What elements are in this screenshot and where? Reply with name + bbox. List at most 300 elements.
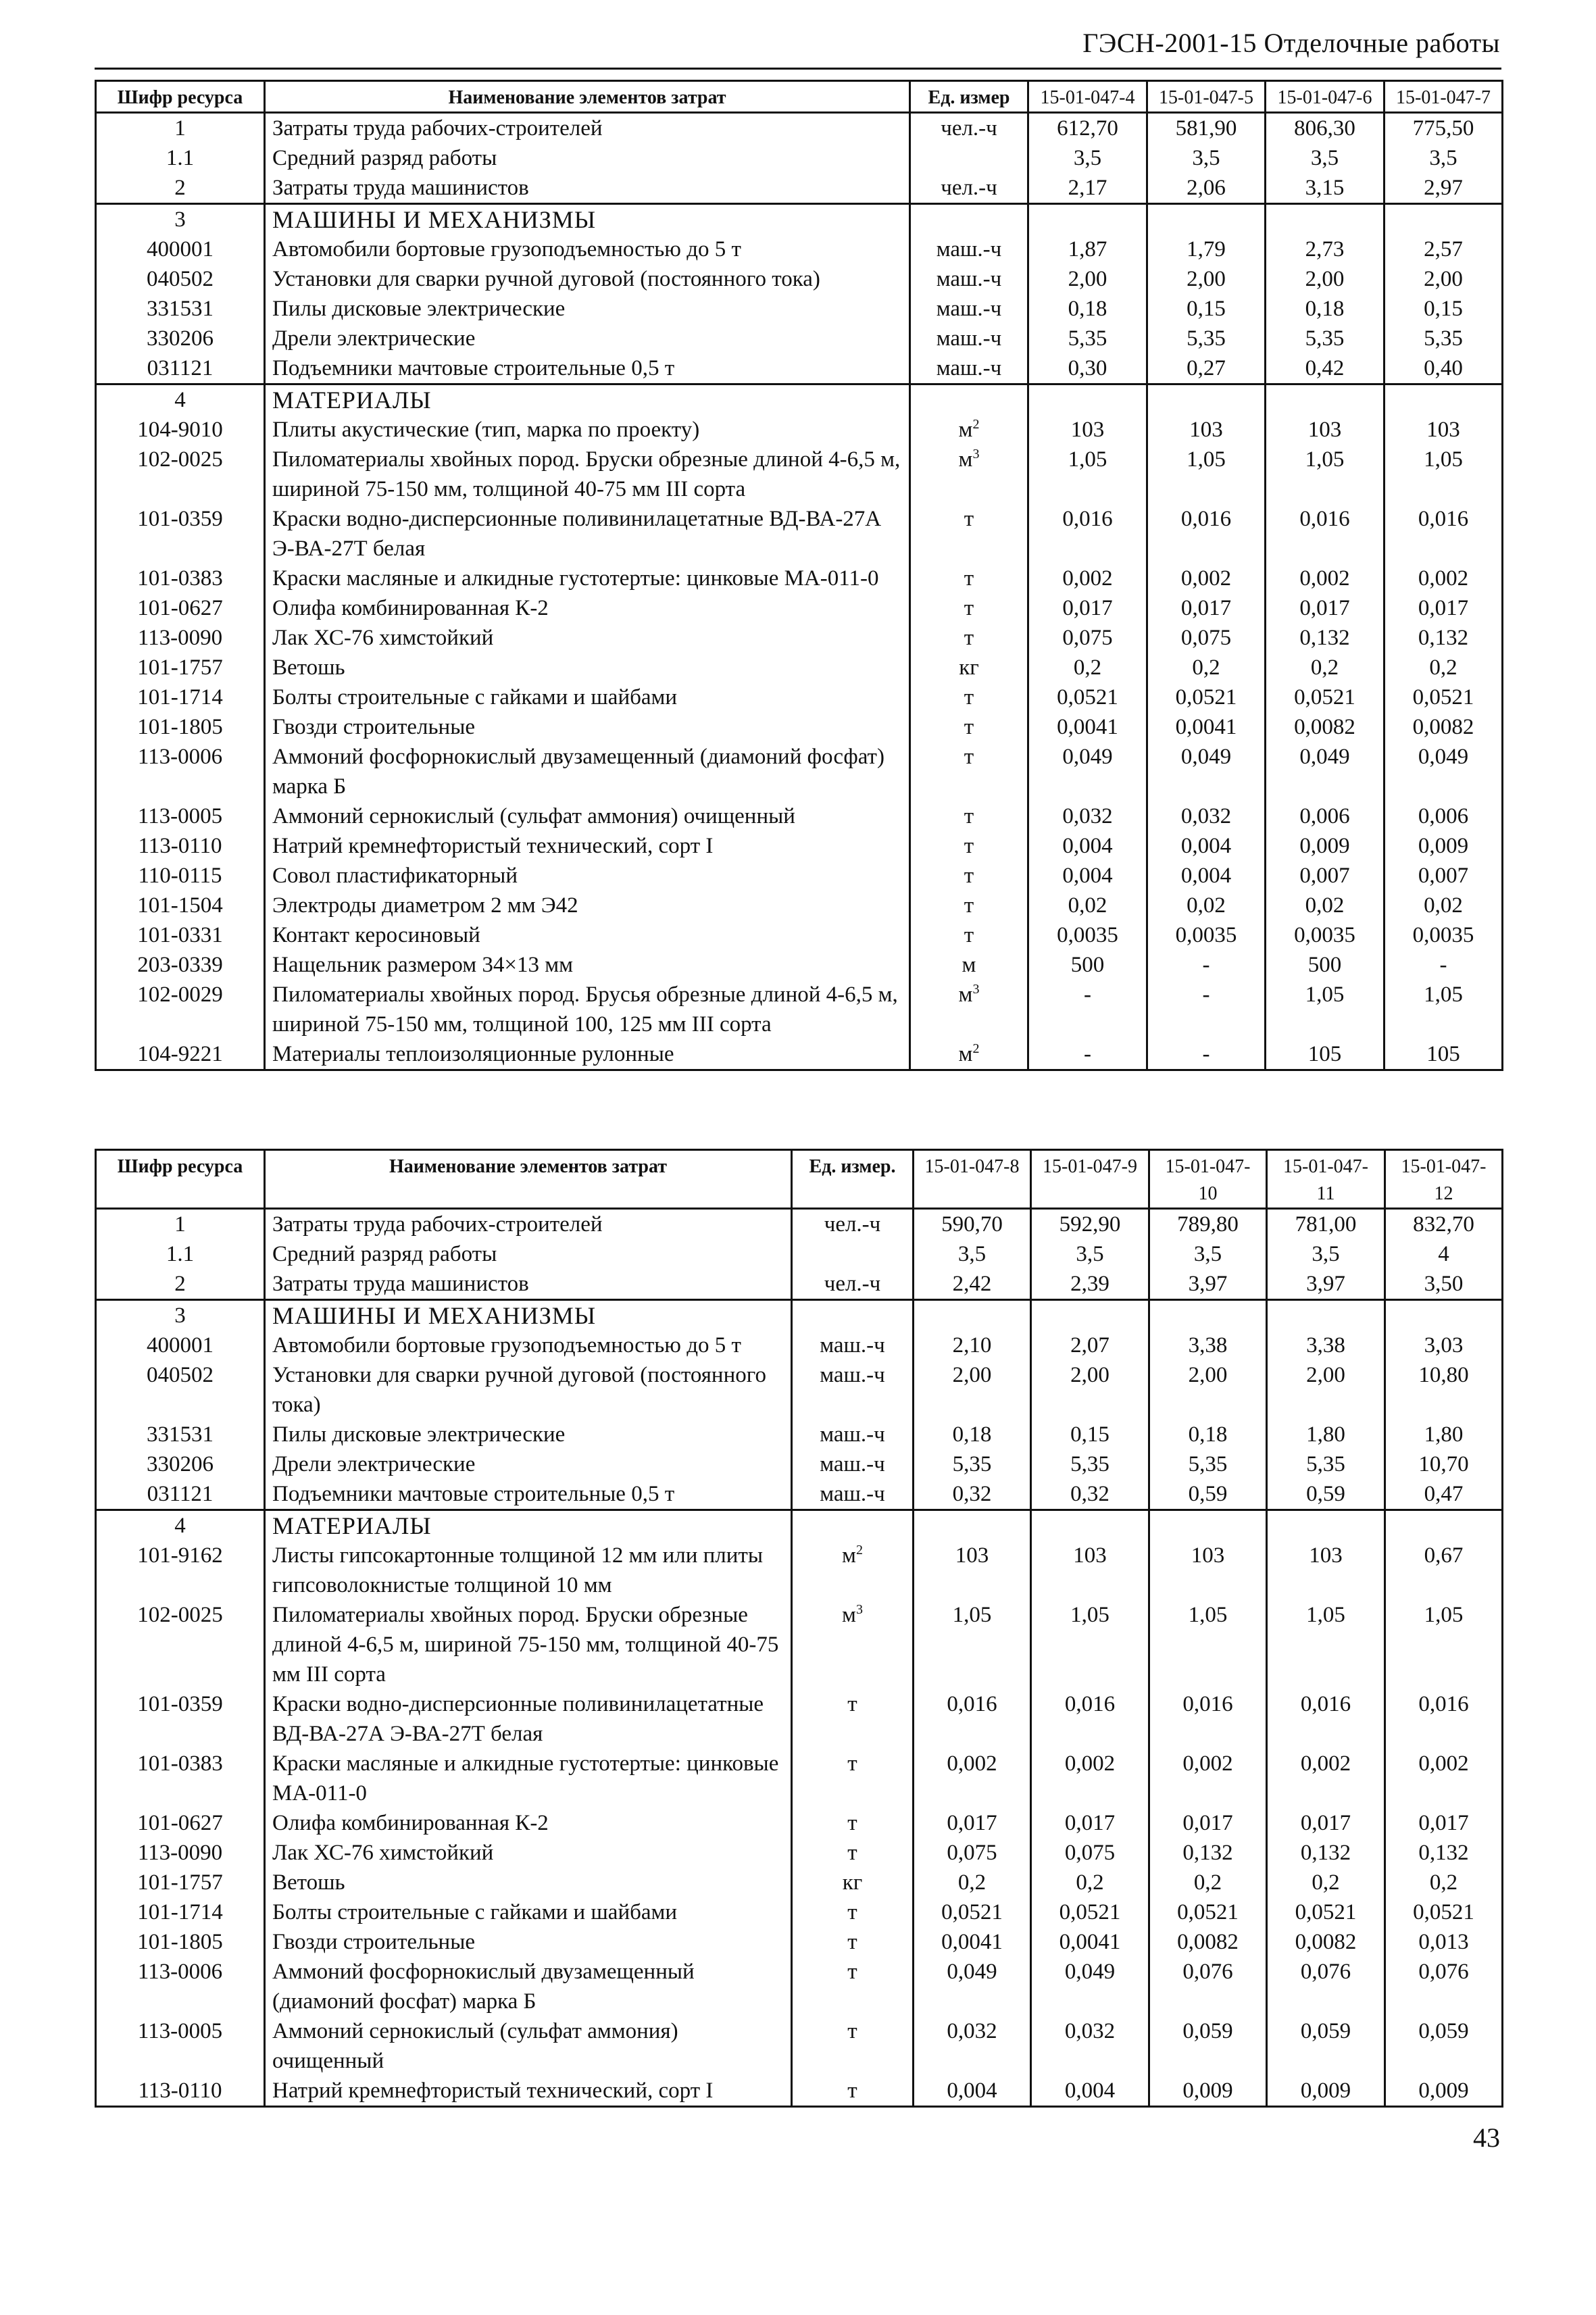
resource-code-cell: 331531 bbox=[96, 1420, 265, 1449]
section-title: МАТЕРИАЛЫ bbox=[265, 1510, 792, 1541]
cost-element-name-cell: Контакт керосиновый bbox=[265, 920, 910, 950]
norm-value-cell: 0,059 bbox=[1267, 2016, 1385, 2076]
unit-text: т bbox=[847, 1900, 857, 1924]
norm-value-cell: 1,05 bbox=[1385, 1600, 1503, 1689]
unit-cell bbox=[792, 1420, 914, 1449]
unit-text: т bbox=[847, 1841, 857, 1865]
norm-value-cell: 0,2 bbox=[1149, 1868, 1267, 1897]
norm-value-cell: 0,002 bbox=[1147, 564, 1266, 593]
norm-value-cell: - bbox=[1147, 950, 1266, 980]
norm-value-cell: 0,049 bbox=[1266, 742, 1385, 801]
unit-cell bbox=[792, 1897, 914, 1927]
section-row bbox=[96, 204, 1503, 235]
unit-cell bbox=[792, 1510, 914, 1541]
norm-value-cell: 0,0035 bbox=[1147, 920, 1266, 950]
resource-table-2 bbox=[95, 1149, 1503, 2108]
norm-value-cell: 0,0082 bbox=[1385, 712, 1503, 742]
norm-value-cell: 0,016 bbox=[1266, 504, 1385, 564]
unit-cell bbox=[910, 415, 1028, 445]
cost-element-name-cell: Краски водно-дисперсионные поливинилацетатные ВД-ВА-27А Э-ВА-27Т белая bbox=[265, 1689, 792, 1749]
norm-value-cell: 0,42 bbox=[1266, 353, 1385, 384]
norm-value-cell: 781,00 bbox=[1267, 1209, 1385, 1240]
cost-element-name-cell: Листы гипсокартонные толщиной 12 мм или плиты гипсоволокнистые толщиной 10 мм bbox=[265, 1541, 792, 1600]
unit-text: т bbox=[964, 804, 974, 828]
unit-cell bbox=[910, 264, 1028, 294]
cost-element-name-cell: Болты строительные с гайками и шайбами bbox=[265, 682, 910, 712]
table-row bbox=[96, 564, 1503, 593]
resource-table-1 bbox=[95, 80, 1503, 1071]
cost-element-name-cell: Гвозди строительные bbox=[265, 712, 910, 742]
unit-text: маш.-ч bbox=[936, 237, 1002, 262]
norm-value-cell: 0,049 bbox=[914, 1957, 1031, 2016]
resource-code-cell: 040502 bbox=[96, 1360, 265, 1420]
norm-value-cell: 0,016 bbox=[914, 1689, 1031, 1749]
unit-cell bbox=[792, 1749, 914, 1808]
norm-value-cell: 2,00 bbox=[1149, 1360, 1267, 1420]
norm-value-cell: 3,5 bbox=[1031, 1239, 1149, 1269]
cost-element-name-cell: Установки для сварки ручной дуговой (постоянного тока) bbox=[265, 1360, 792, 1420]
norm-value-cell: 832,70 bbox=[1385, 1209, 1503, 1240]
norm-value-cell: 2,00 bbox=[1031, 1360, 1149, 1420]
table-row bbox=[96, 980, 1503, 1039]
table-row bbox=[96, 445, 1503, 504]
table-header-row bbox=[96, 81, 1503, 113]
unit-cell bbox=[910, 234, 1028, 264]
unit-cell bbox=[792, 1689, 914, 1749]
norm-value-cell: 103 bbox=[1267, 1541, 1385, 1600]
unit-cell bbox=[910, 353, 1028, 384]
norm-value-cell: - bbox=[1028, 980, 1147, 1039]
header-norm-code: 15-01-047-5 bbox=[1147, 81, 1266, 113]
unit-text: маш.-ч bbox=[936, 356, 1002, 380]
resource-code-cell: 104-9221 bbox=[96, 1039, 265, 1070]
norm-value-cell bbox=[1031, 1300, 1149, 1331]
table-row bbox=[96, 504, 1503, 564]
norm-value-cell: 0,007 bbox=[1385, 861, 1503, 891]
unit-text: т bbox=[847, 1751, 857, 1776]
norm-value-cell: 0,15 bbox=[1147, 294, 1266, 324]
norm-value-cell: 806,30 bbox=[1266, 113, 1385, 144]
unit-cell bbox=[910, 742, 1028, 801]
norm-value-cell: 775,50 bbox=[1385, 113, 1503, 144]
norm-value-cell: 0,0521 bbox=[1385, 1897, 1503, 1927]
norm-value-cell bbox=[1028, 204, 1147, 235]
norm-value-cell: 0,009 bbox=[1385, 831, 1503, 861]
norm-value-cell: 0,132 bbox=[1385, 1838, 1503, 1868]
norm-value-cell bbox=[1267, 1300, 1385, 1331]
norm-value-cell: 0,2 bbox=[1385, 653, 1503, 682]
norm-value-cell: 1,05 bbox=[1385, 980, 1503, 1039]
norm-value-cell: 0,02 bbox=[1028, 891, 1147, 920]
norm-value-cell: 0,032 bbox=[914, 2016, 1031, 2076]
running-header: ГЭСН-2001-15 Отделочные работы bbox=[1082, 28, 1500, 58]
resource-code-cell: 4 bbox=[96, 384, 265, 416]
resource-code-cell: 2 bbox=[96, 173, 265, 204]
unit-cell bbox=[910, 143, 1028, 173]
unit-cell bbox=[792, 1269, 914, 1300]
norm-value-cell: 1,80 bbox=[1267, 1420, 1385, 1449]
norm-value-cell: 789,80 bbox=[1149, 1209, 1267, 1240]
norm-value-cell: 3,15 bbox=[1266, 173, 1385, 204]
cost-element-name-cell: Гвозди строительные bbox=[265, 1927, 792, 1957]
unit-cell bbox=[792, 1300, 914, 1331]
resource-code-cell: 203-0339 bbox=[96, 950, 265, 980]
norm-value-cell: 592,90 bbox=[1031, 1209, 1149, 1240]
header-norm-code: 15-01-047-9 bbox=[1031, 1150, 1149, 1209]
unit-text: маш.-ч bbox=[820, 1482, 885, 1506]
norm-value-cell: 0,0521 bbox=[1028, 682, 1147, 712]
norm-value-cell: 0,017 bbox=[1385, 593, 1503, 623]
resource-code-cell: 400001 bbox=[96, 234, 265, 264]
table-row bbox=[96, 623, 1503, 653]
cost-element-name-cell: Подъемники мачтовые строительные 0,5 т bbox=[265, 1479, 792, 1510]
cost-element-name-cell: Затраты труда машинистов bbox=[265, 173, 910, 204]
norm-value-cell: 0,0082 bbox=[1149, 1927, 1267, 1957]
resource-code-cell: 031121 bbox=[96, 353, 265, 384]
norm-value-cell: 103 bbox=[1266, 415, 1385, 445]
norm-value-cell: - bbox=[1385, 950, 1503, 980]
norm-value-cell: 103 bbox=[1147, 415, 1266, 445]
resource-code-cell: 104-9010 bbox=[96, 415, 265, 445]
norm-value-cell: 0,18 bbox=[1149, 1420, 1267, 1449]
norm-value-cell: 1,05 bbox=[1149, 1600, 1267, 1689]
table-row bbox=[96, 415, 1503, 445]
norm-value-cell: 3,38 bbox=[1149, 1330, 1267, 1360]
norm-value-cell: 0,27 bbox=[1147, 353, 1266, 384]
norm-value-cell: 103 bbox=[1028, 415, 1147, 445]
table-row bbox=[96, 801, 1503, 831]
resource-code-cell: 102-0025 bbox=[96, 1600, 265, 1689]
table-row bbox=[96, 950, 1503, 980]
resource-code-cell: 1.1 bbox=[96, 143, 265, 173]
resource-code-cell: 1.1 bbox=[96, 1239, 265, 1269]
unit-cell bbox=[910, 623, 1028, 653]
norm-value-cell: 0,016 bbox=[1267, 1689, 1385, 1749]
table-row bbox=[96, 1927, 1503, 1957]
cost-element-name-cell: Установки для сварки ручной дуговой (постоянного тока) bbox=[265, 264, 910, 294]
norm-value-cell: 103 bbox=[1031, 1541, 1149, 1600]
norm-value-cell: 0,017 bbox=[1028, 593, 1147, 623]
table-row bbox=[96, 294, 1503, 324]
table-row bbox=[96, 2076, 1503, 2107]
cost-element-name-cell: Затраты труда рабочих-строителей bbox=[265, 113, 910, 144]
norm-value-cell: 0,076 bbox=[1267, 1957, 1385, 2016]
unit-text: маш.-ч bbox=[820, 1452, 885, 1476]
norm-value-cell: 2,39 bbox=[1031, 1269, 1149, 1300]
table-row bbox=[96, 1209, 1503, 1240]
norm-value-cell: 0,0521 bbox=[1267, 1897, 1385, 1927]
unit-text: м bbox=[842, 1543, 856, 1568]
unit-text: м bbox=[958, 447, 973, 472]
unit-cell bbox=[792, 1838, 914, 1868]
unit-text: м bbox=[962, 953, 976, 977]
unit-cell bbox=[910, 504, 1028, 564]
table-row bbox=[96, 742, 1503, 801]
norm-value-cell: 0,076 bbox=[1385, 1957, 1503, 2016]
table-row bbox=[96, 1957, 1503, 2016]
header-norm-code: 15-01-047-7 bbox=[1385, 81, 1503, 113]
norm-value-cell: 0,0521 bbox=[1266, 682, 1385, 712]
norm-value-cell: 0,059 bbox=[1149, 2016, 1267, 2076]
header-norm-code: 15-01-047-11 bbox=[1267, 1150, 1385, 1209]
norm-value-cell: 2,42 bbox=[914, 1269, 1031, 1300]
norm-value-cell: 0,132 bbox=[1385, 623, 1503, 653]
norm-value-cell: 0,0035 bbox=[1028, 920, 1147, 950]
unit-cell bbox=[910, 920, 1028, 950]
table-row bbox=[96, 1449, 1503, 1479]
resource-code-cell: 101-0627 bbox=[96, 593, 265, 623]
cost-element-name-cell: Совол пластификаторный bbox=[265, 861, 910, 891]
norm-value-cell: 5,35 bbox=[1149, 1449, 1267, 1479]
unit-cell bbox=[910, 564, 1028, 593]
norm-value-cell: 0,0521 bbox=[1031, 1897, 1149, 1927]
unit-text: м bbox=[958, 418, 973, 442]
cost-element-name-cell: Аммоний фосфорнокислый двузамещенный (диамоний фосфат) марка Б bbox=[265, 742, 910, 801]
table-row bbox=[96, 831, 1503, 861]
norm-value-cell: 10,80 bbox=[1385, 1360, 1503, 1420]
norm-value-cell: 612,70 bbox=[1028, 113, 1147, 144]
norm-value-cell: 0,004 bbox=[1028, 861, 1147, 891]
resource-code-cell: 400001 bbox=[96, 1330, 265, 1360]
section-row bbox=[96, 384, 1503, 416]
table-body bbox=[96, 1209, 1503, 2107]
norm-value-cell bbox=[1385, 1300, 1503, 1331]
norm-value-cell: 1,79 bbox=[1147, 234, 1266, 264]
norm-value-cell: 0,075 bbox=[1031, 1838, 1149, 1868]
norm-value-cell: 0,18 bbox=[914, 1420, 1031, 1449]
norm-value-cell: 0,2 bbox=[1028, 653, 1147, 682]
norm-value-cell: 0,017 bbox=[1147, 593, 1266, 623]
norm-value-cell: 1,87 bbox=[1028, 234, 1147, 264]
norm-value-cell: 0,132 bbox=[1266, 623, 1385, 653]
unit-text: т bbox=[847, 2078, 857, 2103]
cost-element-name-cell: Натрий кремнефтористый технический, сорт I bbox=[265, 2076, 792, 2107]
cost-element-name-cell: Средний разряд работы bbox=[265, 143, 910, 173]
unit-cell bbox=[910, 950, 1028, 980]
resource-code-cell: 101-0359 bbox=[96, 1689, 265, 1749]
norm-value-cell: 0,004 bbox=[1147, 861, 1266, 891]
norm-value-cell: 3,5 bbox=[914, 1239, 1031, 1269]
table-body bbox=[96, 113, 1503, 1070]
norm-value-cell: 0,016 bbox=[1147, 504, 1266, 564]
table-row bbox=[96, 861, 1503, 891]
norm-value-cell: 0,017 bbox=[1149, 1808, 1267, 1838]
section-title: МАШИНЫ И МЕХАНИЗМЫ bbox=[265, 1300, 792, 1331]
unit-exponent: 2 bbox=[972, 417, 980, 432]
norm-value-cell: 103 bbox=[914, 1541, 1031, 1600]
norm-value-cell bbox=[1147, 204, 1266, 235]
cost-element-name-cell: Электроды диаметром 2 мм Э42 bbox=[265, 891, 910, 920]
cost-element-name-cell: Аммоний сернокислый (сульфат аммония) очищенный bbox=[265, 801, 910, 831]
norm-value-cell bbox=[914, 1300, 1031, 1331]
unit-text: маш.-ч bbox=[820, 1422, 885, 1447]
norm-value-cell: 0,006 bbox=[1385, 801, 1503, 831]
cost-element-name-cell: Лак ХС-76 химстойкий bbox=[265, 1838, 792, 1868]
unit-exponent: 3 bbox=[972, 982, 980, 997]
norm-value-cell: 5,35 bbox=[1031, 1449, 1149, 1479]
unit-text: т bbox=[964, 834, 974, 858]
unit-cell bbox=[792, 1808, 914, 1838]
unit-cell bbox=[792, 1330, 914, 1360]
unit-cell bbox=[910, 384, 1028, 416]
norm-value-cell: 0,016 bbox=[1385, 1689, 1503, 1749]
unit-cell bbox=[792, 1957, 914, 2016]
norm-value-cell: 0,2 bbox=[1147, 653, 1266, 682]
table-row bbox=[96, 113, 1503, 144]
resource-code-cell: 113-0005 bbox=[96, 801, 265, 831]
unit-cell bbox=[910, 204, 1028, 235]
table-row bbox=[96, 1479, 1503, 1510]
norm-value-cell: 0,017 bbox=[1267, 1808, 1385, 1838]
resource-code-cell: 101-0331 bbox=[96, 920, 265, 950]
table-row bbox=[96, 143, 1503, 173]
resource-code-cell: 330206 bbox=[96, 324, 265, 353]
unit-text: т bbox=[964, 715, 974, 739]
header-norm-code: 15-01-047-10 bbox=[1149, 1150, 1267, 1209]
norm-value-cell: 0,059 bbox=[1385, 2016, 1503, 2076]
cost-element-name-cell: Аммоний сернокислый (сульфат аммония) очищенный bbox=[265, 2016, 792, 2076]
norm-value-cell: 0,017 bbox=[1031, 1808, 1149, 1838]
norm-value-cell: 0,47 bbox=[1385, 1479, 1503, 1510]
norm-value-cell: 103 bbox=[1149, 1541, 1267, 1600]
norm-value-cell: 5,35 bbox=[1385, 324, 1503, 353]
norm-value-cell: 0,18 bbox=[1266, 294, 1385, 324]
resource-code-cell: 102-0025 bbox=[96, 445, 265, 504]
norm-value-cell: 3,03 bbox=[1385, 1330, 1503, 1360]
table-row bbox=[96, 920, 1503, 950]
norm-value-cell: 1,05 bbox=[914, 1600, 1031, 1689]
norm-value-cell: 2,00 bbox=[1267, 1360, 1385, 1420]
cost-element-name-cell: Средний разряд работы bbox=[265, 1239, 792, 1269]
norm-value-cell: 3,97 bbox=[1267, 1269, 1385, 1300]
cost-element-name-cell: Олифа комбинированная К-2 bbox=[265, 593, 910, 623]
table-row bbox=[96, 1749, 1503, 1808]
unit-cell bbox=[910, 980, 1028, 1039]
cost-element-name-cell: Аммоний фосфорнокислый двузамещенный (диамоний фосфат) марка Б bbox=[265, 1957, 792, 2016]
unit-cell bbox=[910, 445, 1028, 504]
resource-code-cell: 040502 bbox=[96, 264, 265, 294]
header-cost-element-name: Наименование элементов затрат bbox=[265, 1150, 792, 1209]
header-rule bbox=[95, 68, 1501, 70]
cost-element-name-cell: Дрели электрические bbox=[265, 1449, 792, 1479]
table-row bbox=[96, 1239, 1503, 1269]
resource-code-cell: 101-9162 bbox=[96, 1541, 265, 1600]
resource-code-cell: 331531 bbox=[96, 294, 265, 324]
norm-value-cell: 0,006 bbox=[1266, 801, 1385, 831]
norm-value-cell: 0,0082 bbox=[1267, 1927, 1385, 1957]
unit-cell bbox=[910, 891, 1028, 920]
norm-value-cell: 0,009 bbox=[1266, 831, 1385, 861]
norm-value-cell: 0,013 bbox=[1385, 1927, 1503, 1957]
norm-value-cell: 3,5 bbox=[1266, 143, 1385, 173]
unit-text: м bbox=[842, 1603, 856, 1627]
cost-element-name-cell: Дрели электрические bbox=[265, 324, 910, 353]
norm-value-cell: 3,38 bbox=[1267, 1330, 1385, 1360]
norm-value-cell: 0,009 bbox=[1385, 2076, 1503, 2107]
norm-value-cell: 0,2 bbox=[1031, 1868, 1149, 1897]
cost-element-name-cell: Плиты акустические (тип, марка по проекту) bbox=[265, 415, 910, 445]
norm-value-cell: 0,002 bbox=[1385, 564, 1503, 593]
norm-value-cell: 0,15 bbox=[1385, 294, 1503, 324]
norm-value-cell: - bbox=[1147, 980, 1266, 1039]
unit-cell bbox=[792, 1479, 914, 1510]
table-row bbox=[96, 712, 1503, 742]
cost-element-name-cell: Краски водно-дисперсионные поливинилацетатные ВД-ВА-27А Э-ВА-27Т белая bbox=[265, 504, 910, 564]
header-norm-code: 15-01-047-6 bbox=[1266, 81, 1385, 113]
norm-value-cell: 4 bbox=[1385, 1239, 1503, 1269]
norm-value-cell: 0,40 bbox=[1385, 353, 1503, 384]
norm-value-cell: 0,009 bbox=[1149, 2076, 1267, 2107]
norm-value-cell: 5,35 bbox=[1267, 1449, 1385, 1479]
resource-code-cell: 101-1714 bbox=[96, 1897, 265, 1927]
norm-value-cell: 581,90 bbox=[1147, 113, 1266, 144]
resource-code-cell: 113-0006 bbox=[96, 1957, 265, 2016]
unit-cell bbox=[910, 682, 1028, 712]
header-norm-code: 15-01-047-4 bbox=[1028, 81, 1147, 113]
table-row bbox=[96, 653, 1503, 682]
cost-element-name-cell: Автомобили бортовые грузоподъемностью до 5 т bbox=[265, 1330, 792, 1360]
norm-value-cell: 3,5 bbox=[1149, 1239, 1267, 1269]
norm-value-cell: 500 bbox=[1266, 950, 1385, 980]
cost-element-name-cell: Затраты труда рабочих-строителей bbox=[265, 1209, 792, 1240]
unit-text: т bbox=[964, 596, 974, 620]
norm-value-cell: 0,2 bbox=[914, 1868, 1031, 1897]
table-row bbox=[96, 1330, 1503, 1360]
norm-value-cell: 0,017 bbox=[1266, 593, 1385, 623]
resource-code-cell: 1 bbox=[96, 113, 265, 144]
unit-text: т bbox=[847, 1930, 857, 1954]
norm-value-cell: 0,0041 bbox=[1028, 712, 1147, 742]
page-number: 43 bbox=[1473, 2122, 1500, 2153]
norm-value-cell: 0,009 bbox=[1267, 2076, 1385, 2107]
norm-value-cell: 1,05 bbox=[1028, 445, 1147, 504]
unit-exponent: 3 bbox=[855, 1602, 863, 1617]
norm-value-cell: 0,032 bbox=[1147, 801, 1266, 831]
cost-element-name-cell: Пилы дисковые электрические bbox=[265, 1420, 792, 1449]
norm-value-cell: 0,67 bbox=[1385, 1541, 1503, 1600]
norm-value-cell bbox=[1267, 1510, 1385, 1541]
section-row bbox=[96, 1510, 1503, 1541]
unit-cell bbox=[792, 1209, 914, 1240]
norm-value-cell: 2,17 bbox=[1028, 173, 1147, 204]
norm-value-cell: 0,59 bbox=[1267, 1479, 1385, 1510]
norm-value-cell: 2,00 bbox=[1028, 264, 1147, 294]
resource-code-cell: 101-1757 bbox=[96, 653, 265, 682]
norm-value-cell: 590,70 bbox=[914, 1209, 1031, 1240]
norm-value-cell: 1,05 bbox=[1147, 445, 1266, 504]
unit-text: т bbox=[964, 566, 974, 591]
norm-value-cell: 0,32 bbox=[914, 1479, 1031, 1510]
unit-text: чел.-ч bbox=[824, 1272, 881, 1296]
norm-value-cell: 0,2 bbox=[1266, 653, 1385, 682]
norm-value-cell bbox=[914, 1510, 1031, 1541]
norm-value-cell: 0,002 bbox=[914, 1749, 1031, 1808]
norm-value-cell: 5,35 bbox=[1147, 324, 1266, 353]
unit-cell bbox=[910, 712, 1028, 742]
resource-code-cell: 101-0627 bbox=[96, 1808, 265, 1838]
table-row bbox=[96, 682, 1503, 712]
unit-text: кг bbox=[842, 1870, 863, 1895]
norm-value-cell: 103 bbox=[1385, 415, 1503, 445]
norm-value-cell: 0,0082 bbox=[1266, 712, 1385, 742]
unit-cell bbox=[910, 324, 1028, 353]
norm-value-cell: 0,32 bbox=[1031, 1479, 1149, 1510]
table-row bbox=[96, 1420, 1503, 1449]
resource-code-cell: 101-1757 bbox=[96, 1868, 265, 1897]
unit-exponent: 2 bbox=[855, 1543, 863, 1558]
norm-value-cell: 0,0041 bbox=[1147, 712, 1266, 742]
norm-value-cell: 0,002 bbox=[1385, 1749, 1503, 1808]
